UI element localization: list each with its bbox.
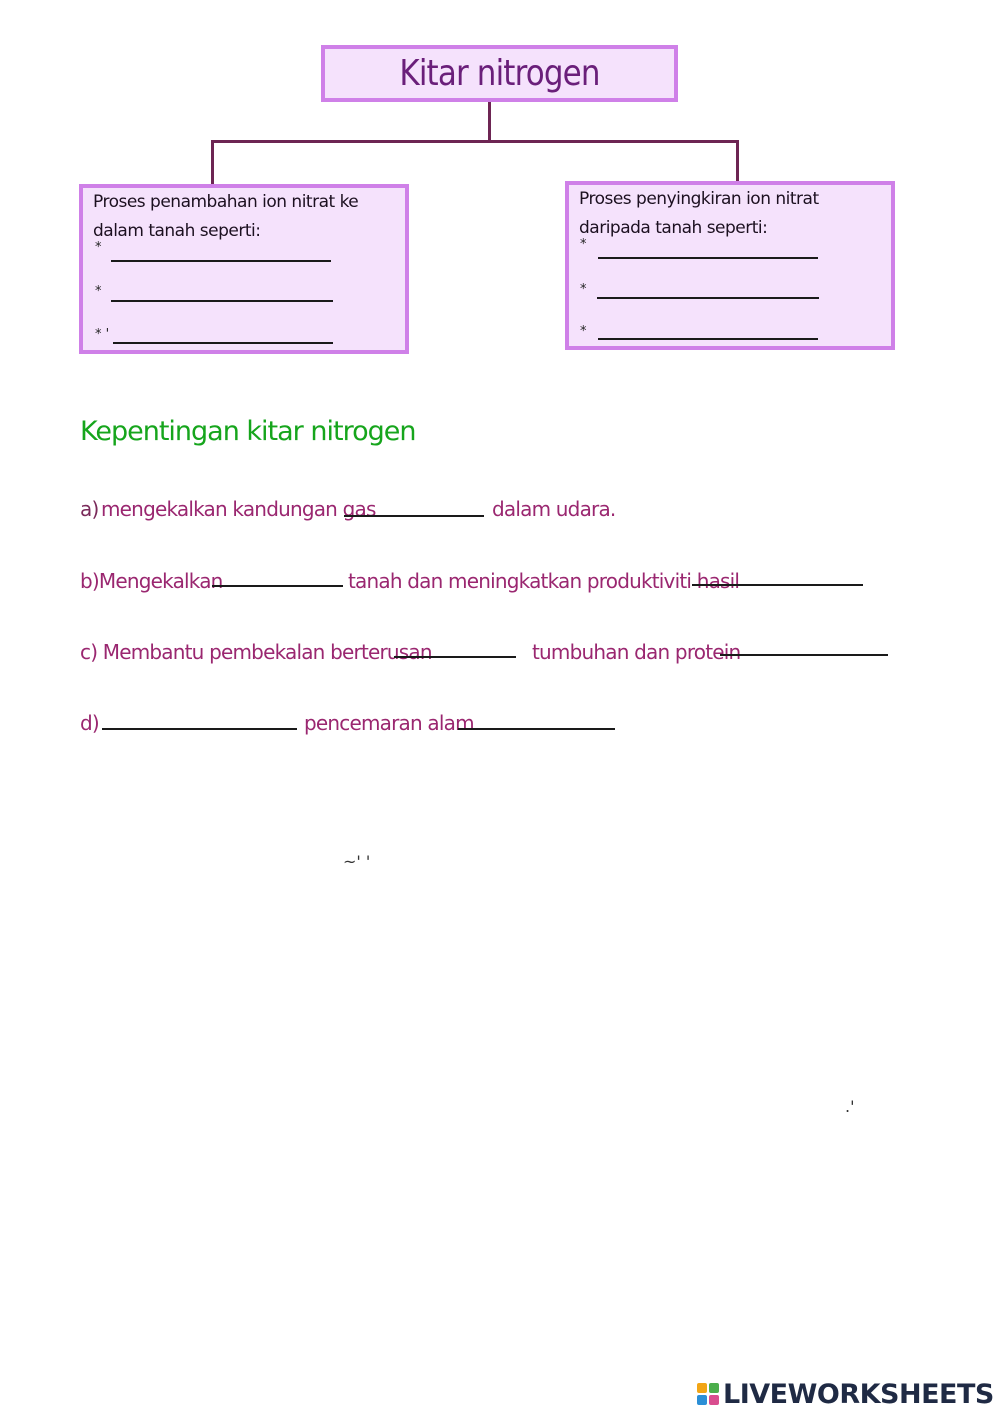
bullet-marker: * <box>95 284 102 299</box>
bullet-marker: * <box>580 324 587 339</box>
question-c-blank-2[interactable] <box>720 654 888 656</box>
connector-vertical-top <box>488 102 491 142</box>
question-a-text-end: dalam udara. <box>492 497 616 521</box>
stray-mark: ~' ' <box>343 852 371 871</box>
diagram-title-box <box>321 45 678 102</box>
question-d-blank-2[interactable] <box>458 728 615 730</box>
answer-blank[interactable] <box>598 257 818 259</box>
question-c-label: c) Membantu pembekalan berterusan <box>80 640 432 664</box>
answer-blank[interactable] <box>597 297 819 299</box>
answer-blank[interactable] <box>111 300 333 302</box>
answer-blank[interactable] <box>598 338 818 340</box>
question-d-blank-1[interactable] <box>102 728 297 730</box>
addition-process-box <box>79 184 409 354</box>
question-b-text: tanah dan meningkatkan produktiviti hasil <box>348 569 740 593</box>
question-a-label: a) <box>80 497 99 521</box>
answer-blank[interactable] <box>113 342 333 344</box>
question-a-text: mengekalkan kandungan gas <box>101 497 376 521</box>
liveworksheets-brand <box>697 1376 994 1412</box>
bullet-marker: * ' <box>95 327 110 342</box>
connector-left-drop <box>211 140 214 185</box>
diagram-title: Kitar nitrogen <box>399 53 600 94</box>
question-a-blank[interactable] <box>344 515 484 517</box>
answer-blank[interactable] <box>111 260 331 262</box>
connector-horizontal <box>211 140 739 143</box>
question-b-label: b)Mengekalkan <box>80 569 223 593</box>
importance-title: Kepentingan kitar nitrogen <box>80 416 416 447</box>
question-c-text: tumbuhan dan protein <box>532 640 741 664</box>
stray-mark: .' <box>845 1097 855 1116</box>
liveworksheets-logo-icon <box>697 1383 719 1405</box>
bullet-marker: * <box>95 240 102 255</box>
question-c-blank-1[interactable] <box>394 656 516 658</box>
question-d-label: d) <box>80 711 99 735</box>
removal-process-box <box>565 181 895 350</box>
question-b-blank-1[interactable] <box>212 585 343 587</box>
bullet-marker: * <box>580 282 587 297</box>
addition-process-heading: Proses penambahan ion nitrat ke dalam tanah seperti: <box>93 192 359 241</box>
liveworksheets-wordmark: LIVEWORKSHEETS <box>723 1378 994 1410</box>
question-d-text: pencemaran alam <box>304 711 474 735</box>
bullet-marker: * <box>580 237 587 252</box>
connector-right-drop <box>736 140 739 182</box>
removal-process-heading: Proses penyingkiran ion nitrat daripada tanah seperti: <box>579 189 819 238</box>
question-b-blank-2[interactable] <box>692 584 863 586</box>
